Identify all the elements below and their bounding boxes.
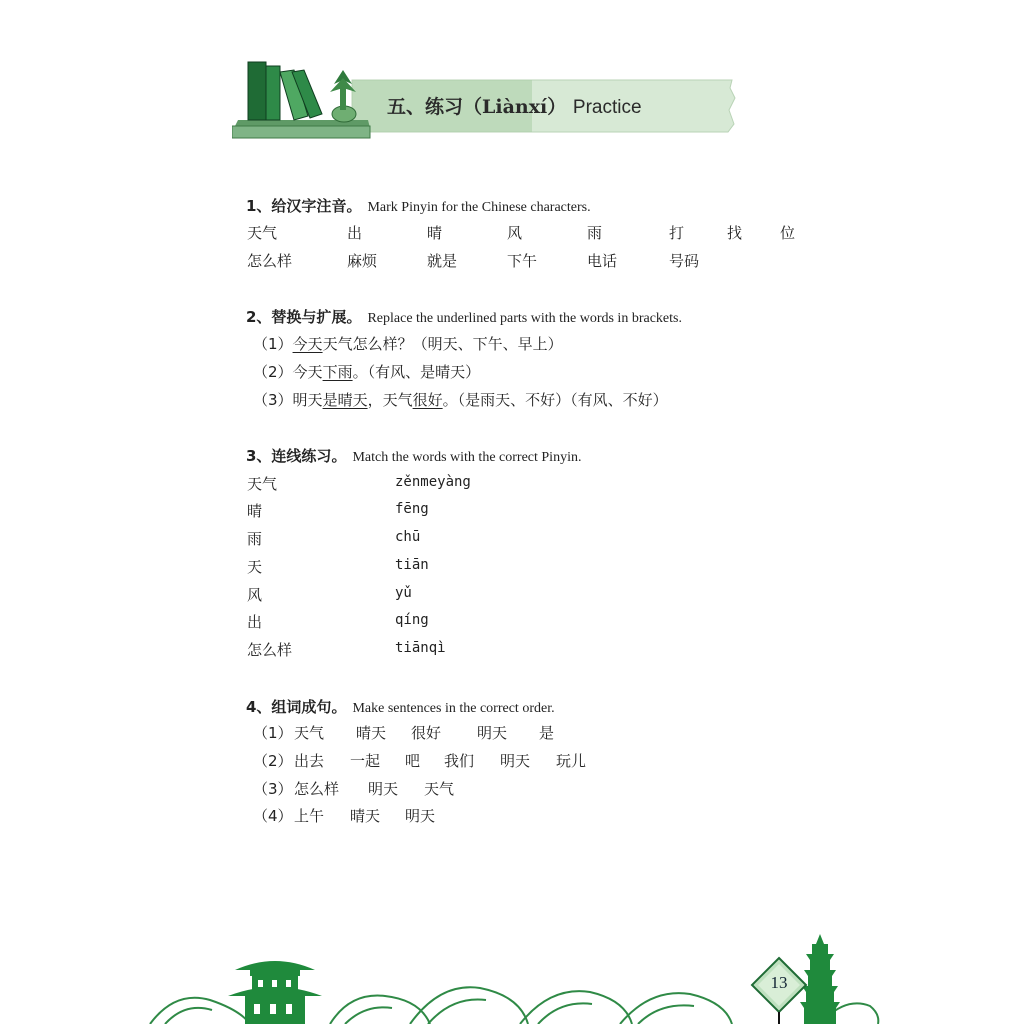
char-item: 晴 [427, 224, 443, 242]
underlined-text: 下雨 [322, 363, 353, 381]
exercise-line [253, 389, 668, 410]
match-pinyin[interactable]: zěnmeyàng [395, 474, 471, 490]
section1-heading [246, 195, 591, 216]
item-number: （2） [253, 752, 293, 770]
word-chip: 玩儿 [556, 752, 587, 770]
word-chip: 出去 [294, 752, 325, 770]
match-pinyin[interactable]: yǔ [395, 585, 412, 601]
section3-title-zh: 3、连线练习。 [246, 447, 347, 465]
match-pinyin[interactable]: tiān [395, 557, 429, 573]
page-title [387, 92, 642, 119]
sentence-text: 明天 [292, 391, 323, 409]
underlined-text: 今天 [292, 335, 323, 353]
char-item: 怎么样 [247, 252, 293, 270]
match-pinyin[interactable]: qíng [395, 612, 429, 628]
title-en: Practice [572, 97, 642, 118]
char-item: 雨 [587, 224, 603, 242]
word-chip: 晴天 [350, 807, 381, 825]
bracket-options: （有风、是晴天） [367, 363, 481, 381]
char-item: 位 [780, 224, 796, 242]
section1-title-en: Mark Pinyin for the Chinese characters. [367, 200, 591, 215]
match-pinyin[interactable]: tiānqì [395, 640, 446, 656]
item-number: （2） [253, 363, 293, 381]
word-chip: 明天 [405, 807, 436, 825]
char-item: 风 [507, 224, 523, 242]
word-chip: 吧 [405, 752, 421, 770]
word-chip: 怎么样 [294, 780, 340, 798]
char-item: 下午 [507, 252, 538, 270]
title-zh: 五、练习 [387, 96, 464, 118]
bracket-options: （有风、不好） [570, 391, 668, 409]
char-item: 麻烦 [347, 252, 378, 270]
word-chip: 一起 [350, 752, 381, 770]
char-item: 找 [727, 224, 743, 242]
word-chip: 明天 [477, 724, 508, 742]
item-number: （1） [253, 724, 293, 742]
underlined-text: 很好 [412, 391, 443, 409]
char-item: 天气 [247, 224, 278, 242]
sentence-text: 。 [442, 391, 458, 409]
section3-heading [246, 445, 581, 466]
match-word[interactable]: 天气 [247, 475, 278, 493]
word-chip: 天气 [424, 780, 455, 798]
sentence-text: 今天 [292, 363, 323, 381]
match-word[interactable]: 雨 [247, 530, 263, 548]
word-chip: 我们 [444, 752, 475, 770]
section4-heading [246, 696, 555, 717]
word-chip: 晴天 [356, 724, 387, 742]
item-number: （4） [253, 807, 293, 825]
section4-title-en: Make sentences in the correct order. [352, 701, 555, 716]
item-number: （1） [253, 335, 293, 353]
word-chip: 上午 [294, 807, 325, 825]
title-pinyin: （Liànxí） [463, 96, 567, 118]
match-pinyin[interactable]: chū [395, 529, 421, 545]
word-chip: 是 [539, 724, 555, 742]
bracket-options: （明天、下午、早上） [412, 335, 563, 353]
sentence-text: 天气怎么样？ [322, 335, 413, 353]
char-item: 电话 [587, 252, 618, 270]
sentence-text: 。 [352, 363, 368, 381]
char-item: 打 [669, 224, 685, 242]
section2-title-zh: 2、替换与扩展。 [246, 308, 362, 326]
word-chip: 明天 [368, 780, 399, 798]
match-word[interactable]: 风 [247, 586, 263, 604]
sentence-text: ，天气 [367, 391, 413, 409]
word-chip: 天气 [294, 724, 325, 742]
item-number: （3） [253, 391, 293, 409]
word-chip: 明天 [500, 752, 531, 770]
match-word[interactable]: 怎么样 [247, 641, 293, 659]
bracket-options: （是雨天、不好） [457, 391, 571, 409]
char-item: 就是 [427, 252, 458, 270]
section2-heading [246, 306, 682, 327]
char-item: 号码 [669, 252, 700, 270]
section3-title-en: Match the words with the correct Pinyin. [352, 450, 582, 465]
match-word[interactable]: 晴 [247, 502, 263, 520]
section2-title-en: Replace the underlined parts with the words in brackets. [367, 311, 682, 326]
match-word[interactable]: 出 [247, 613, 263, 631]
exercise-line [253, 333, 563, 354]
match-pinyin[interactable]: fēng [395, 501, 429, 517]
page-number: 13 [770, 973, 788, 992]
footer-decoration [0, 930, 1024, 1024]
section4-title-zh: 4、组词成句。 [246, 698, 347, 716]
word-chip: 很好 [411, 724, 442, 742]
match-word[interactable]: 天 [247, 558, 263, 576]
underlined-text: 是晴天 [322, 391, 368, 409]
exercise-line [253, 361, 480, 382]
section1-title-zh: 1、给汉字注音。 [246, 197, 362, 215]
char-item: 出 [347, 224, 363, 242]
item-number: （3） [253, 780, 293, 798]
